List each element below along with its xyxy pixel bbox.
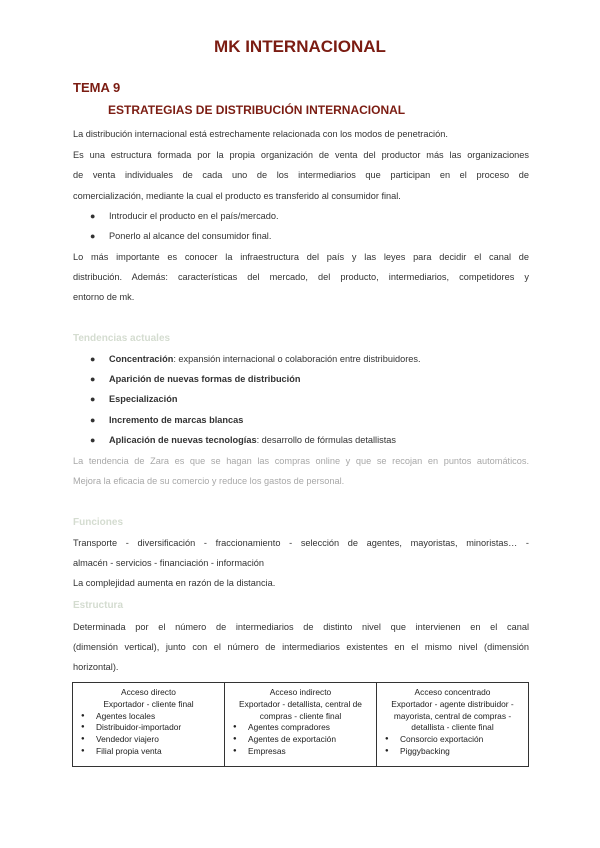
list-item: ● Consorcio exportación	[380, 734, 525, 746]
list-item: ● Agentes de exportación	[228, 734, 373, 746]
funciones-line-3: La complejidad aumenta en razón de la distancia.	[73, 578, 276, 588]
cell-list	[76, 711, 221, 758]
estructura-line-2: (dimensión vertical), junto con el número de intermediarios existentes en el mismo nivel (dimensión	[73, 642, 529, 652]
intro-bullet: ● Ponerlo al alcance del consumidor final.	[90, 231, 272, 241]
bullet-icon: ●	[90, 374, 96, 384]
table-cell-acceso-indirecto	[225, 683, 377, 767]
section-subtitle: ESTRATEGIAS DE DISTRIBUCIÓN INTERNACIONAL	[108, 103, 406, 117]
bullet-icon: ●	[90, 354, 96, 364]
document-title: MK INTERNACIONAL	[214, 37, 386, 56]
list-item: ● Agentes locales	[76, 711, 221, 723]
bullet-icon: ●	[90, 231, 96, 241]
estructura-line-3: horizontal).	[73, 662, 119, 672]
list-item: ● Vendedor viajero	[76, 734, 221, 746]
estructura-heading: Estructura	[73, 600, 124, 611]
access-types-table	[72, 682, 529, 767]
table-row	[73, 683, 529, 767]
funciones-line-1: Transporte - diversificación - fraccionamiento - selección de agentes, mayoristas, minoristas… -	[73, 538, 529, 548]
intro-paragraph-1: La distribución internacional está estrechamente relacionada con los modos de penetración.	[73, 129, 448, 139]
intro-paragraph-2-line-2: de venta individuales de cada uno de los intermediarios que participan en el proceso de	[73, 170, 529, 180]
table-cell-acceso-concentrado	[377, 683, 529, 767]
tendencia-item: ● Especialización	[90, 394, 178, 404]
funciones-heading: Funciones	[73, 517, 124, 528]
intro-paragraph-2-line-3: comercialización, mediante la cual el producto es transferido al consumidor final.	[73, 191, 401, 201]
estructura-line-1: Determinada por el número de intermediarios de distinto nivel que intervienen en el canal	[73, 622, 529, 632]
cell-title: Acceso concentrado	[414, 687, 491, 697]
cell-description: Exportador - cliente final	[103, 698, 194, 709]
bullet-icon: ●	[90, 415, 96, 425]
cell-list	[228, 722, 373, 757]
bullet-icon: ●	[90, 435, 96, 445]
list-item: ● Empresas	[228, 746, 373, 758]
list-item: ● Distribuidor-importador	[76, 722, 221, 734]
table-cell-acceso-directo	[73, 683, 225, 767]
tendencias-note-line-1: La tendencia de Zara es que se hagan las compras online y que se recojan en puntos automáticos.	[73, 456, 529, 466]
intro-paragraph-3-line-2: distribución. Además: características del mercado, del producto, intermediarios, competidores y	[73, 272, 529, 282]
list-item: ● Filial propia venta	[76, 746, 221, 758]
bullet-icon: ●	[90, 211, 96, 221]
tendencia-item: ● Aparición de nuevas formas de distribución	[90, 374, 301, 384]
intro-paragraph-3-line-1: Lo más importante es conocer la infraestructura del país y las leyes para decidir el canal de	[73, 252, 529, 262]
cell-description: Exportador - detallista, central de compras - cliente final	[239, 698, 362, 721]
tema-heading: TEMA 9	[73, 80, 121, 95]
tendencia-item: ● Concentración: expansión internacional o colaboración entre distribuidores.	[90, 354, 421, 364]
intro-bullet: ● Introducir el producto en el país/mercado.	[90, 211, 279, 221]
intro-paragraph-2-line-1: Es una estructura formada por la propia organización de venta del productor más las organizaciones	[73, 150, 529, 160]
tendencias-note-line-2: Mejora la eficacia de su comercio y reduce los gastos de personal.	[73, 476, 345, 486]
tendencias-heading: Tendencias actuales	[73, 333, 171, 344]
cell-title: Acceso directo	[121, 687, 176, 697]
list-item: ● Agentes compradores	[228, 722, 373, 734]
bullet-icon: ●	[90, 394, 96, 404]
tendencia-item: ● Incremento de marcas blancas	[90, 415, 244, 425]
intro-paragraph-3-line-3: entorno de mk.	[73, 292, 135, 302]
cell-description: Exportador - agente distribuidor - mayorista, central de compras - detallista - cliente final	[391, 698, 514, 733]
cell-title: Acceso indirecto	[269, 687, 332, 697]
cell-list	[380, 734, 525, 758]
list-item: ● Piggybacking	[380, 746, 525, 758]
tendencia-item: ● Aplicación de nuevas tecnologías: desarrollo de fórmulas detallistas	[90, 435, 396, 445]
funciones-line-2: almacén - servicios - financiación - información	[73, 558, 264, 568]
